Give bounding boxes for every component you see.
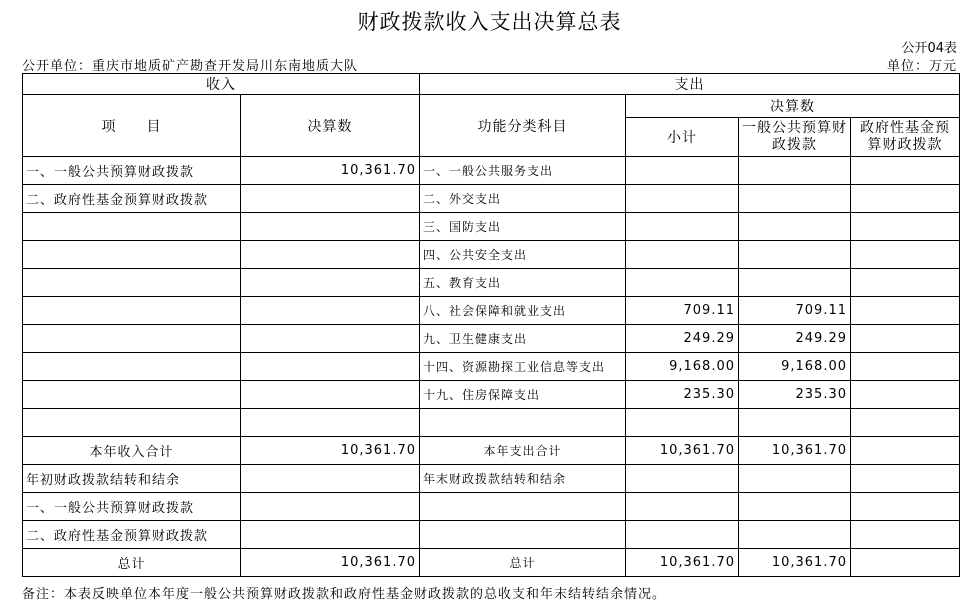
table-row [23,381,960,409]
expense-gov-fund-cell [851,549,960,577]
expense-subtotal-cell [626,409,739,437]
expense-subject-cell: 总计 [420,549,626,577]
currency-unit: 单位：万元 [886,59,957,74]
expense-gov-fund-cell [851,325,960,353]
final-amount-group-header: 决算数 [626,95,960,118]
table-row [23,185,960,213]
expense-subject-cell: 一、一般公共服务支出 [420,157,626,185]
expense-gov-fund-cell [851,157,960,185]
expense-general-budget-cell: 709.11 [739,297,851,325]
income-amount-cell: 10,361.70 [241,549,420,577]
table-row [23,493,960,521]
income-item-cell [23,353,241,381]
expense-subtotal-cell [626,157,739,185]
expense-subtotal-cell [626,493,739,521]
expense-subtotal-cell [626,185,739,213]
income-amount-cell [241,213,420,241]
table-row [23,157,960,185]
item-header: 项 目 [23,95,241,157]
table-row [23,325,960,353]
expense-gov-fund-cell [851,493,960,521]
expense-gov-fund-cell [851,213,960,241]
subtotal-header: 小计 [626,118,739,157]
table-row [23,353,960,381]
expense-subject-cell [420,409,626,437]
expense-gov-fund-cell [851,269,960,297]
expense-subject-cell: 本年支出合计 [420,437,626,465]
expense-subject-cell: 三、国防支出 [420,213,626,241]
expense-gov-fund-cell [851,465,960,493]
table-row [23,549,960,577]
expense-general-budget-cell: 10,361.70 [739,437,851,465]
income-amount-cell [241,241,420,269]
income-amount-cell [241,409,420,437]
income-header: 收入 [23,74,420,95]
expense-subtotal-cell: 249.29 [626,325,739,353]
expense-subtotal-cell: 9,168.00 [626,353,739,381]
table-row [23,241,960,269]
table-row [23,465,960,493]
expense-subtotal-cell: 709.11 [626,297,739,325]
expense-subject-cell: 年末财政拨款结转和结余 [420,465,626,493]
income-amount-cell [241,325,420,353]
income-item-cell [23,409,241,437]
expense-gov-fund-cell [851,241,960,269]
form-code: 公开04表 [901,41,957,56]
expense-general-budget-cell: 235.30 [739,381,851,409]
final-amount-header: 决算数 [241,95,420,157]
expense-gov-fund-cell [851,297,960,325]
table-row [23,269,960,297]
function-subject-header: 功能分类科目 [420,95,626,157]
income-item-cell [23,213,241,241]
expense-gov-fund-cell [851,437,960,465]
income-amount-cell [241,521,420,549]
expense-general-budget-cell [739,185,851,213]
expense-subject-cell [420,521,626,549]
gov-fund-header: 政府性基金预算财政拨款 [851,118,960,157]
income-item-cell: 总计 [23,549,241,577]
expense-subtotal-cell [626,269,739,297]
income-item-cell: 二、政府性基金预算财政拨款 [23,521,241,549]
expense-subject-cell: 十四、资源勘探工业信息等支出 [420,353,626,381]
expense-general-budget-cell [739,521,851,549]
expense-subject-cell: 八、社会保障和就业支出 [420,297,626,325]
expense-general-budget-cell [739,409,851,437]
expense-general-budget-cell [739,213,851,241]
expense-general-budget-cell: 249.29 [739,325,851,353]
expense-subtotal-cell: 235.30 [626,381,739,409]
expense-general-budget-cell [739,269,851,297]
table-row [23,521,960,549]
income-item-cell [23,269,241,297]
expense-subtotal-cell: 10,361.70 [626,437,739,465]
expense-subtotal-cell [626,241,739,269]
expense-general-budget-cell [739,493,851,521]
reporting-unit: 公开单位：重庆市地质矿产勘查开发局川东南地质大队 [22,59,359,74]
expense-subject-cell [420,493,626,521]
income-item-cell [23,297,241,325]
income-amount-cell [241,185,420,213]
final-accounts-table [22,73,960,577]
expense-subject-cell: 二、外交支出 [420,185,626,213]
income-amount-cell [241,465,420,493]
income-amount-cell [241,493,420,521]
expense-general-budget-cell: 9,168.00 [739,353,851,381]
expense-subject-cell: 十九、住房保障支出 [420,381,626,409]
table-row [23,437,960,465]
expense-gov-fund-cell [851,185,960,213]
expense-subtotal-cell [626,521,739,549]
income-amount-cell [241,381,420,409]
income-item-cell [23,241,241,269]
expense-gov-fund-cell [851,409,960,437]
expense-header: 支出 [420,74,960,95]
income-item-cell: 年初财政拨款结转和结余 [23,465,241,493]
expense-gov-fund-cell [851,353,960,381]
expense-gov-fund-cell [851,381,960,409]
income-item-cell: 二、政府性基金预算财政拨款 [23,185,241,213]
expense-general-budget-cell [739,465,851,493]
expense-gov-fund-cell [851,521,960,549]
expense-general-budget-cell [739,241,851,269]
general-budget-header: 一般公共预算财政拨款 [739,118,851,157]
expense-general-budget-cell [739,157,851,185]
income-amount-cell: 10,361.70 [241,157,420,185]
income-item-cell [23,381,241,409]
income-item-cell: 一、一般公共预算财政拨款 [23,157,241,185]
expense-subject-cell: 九、卫生健康支出 [420,325,626,353]
expense-subtotal-cell [626,213,739,241]
table-row [23,297,960,325]
expense-general-budget-cell: 10,361.70 [739,549,851,577]
expense-subject-cell: 四、公共安全支出 [420,241,626,269]
expense-subtotal-cell: 10,361.70 [626,549,739,577]
footnote: 备注：本表反映单位本年度一般公共预算财政拨款和政府性基金财政拨款的总收支和年末结转结余情况。 [22,587,667,602]
table-row [23,409,960,437]
income-item-cell: 一、一般公共预算财政拨款 [23,493,241,521]
table-row [23,213,960,241]
income-amount-cell [241,269,420,297]
income-amount-cell: 10,361.70 [241,437,420,465]
income-amount-cell [241,297,420,325]
income-item-cell [23,325,241,353]
expense-subject-cell: 五、教育支出 [420,269,626,297]
income-item-cell: 本年收入合计 [23,437,241,465]
income-amount-cell [241,353,420,381]
expense-subtotal-cell [626,465,739,493]
page-title: 财政拨款收入支出决算总表 [357,10,622,34]
